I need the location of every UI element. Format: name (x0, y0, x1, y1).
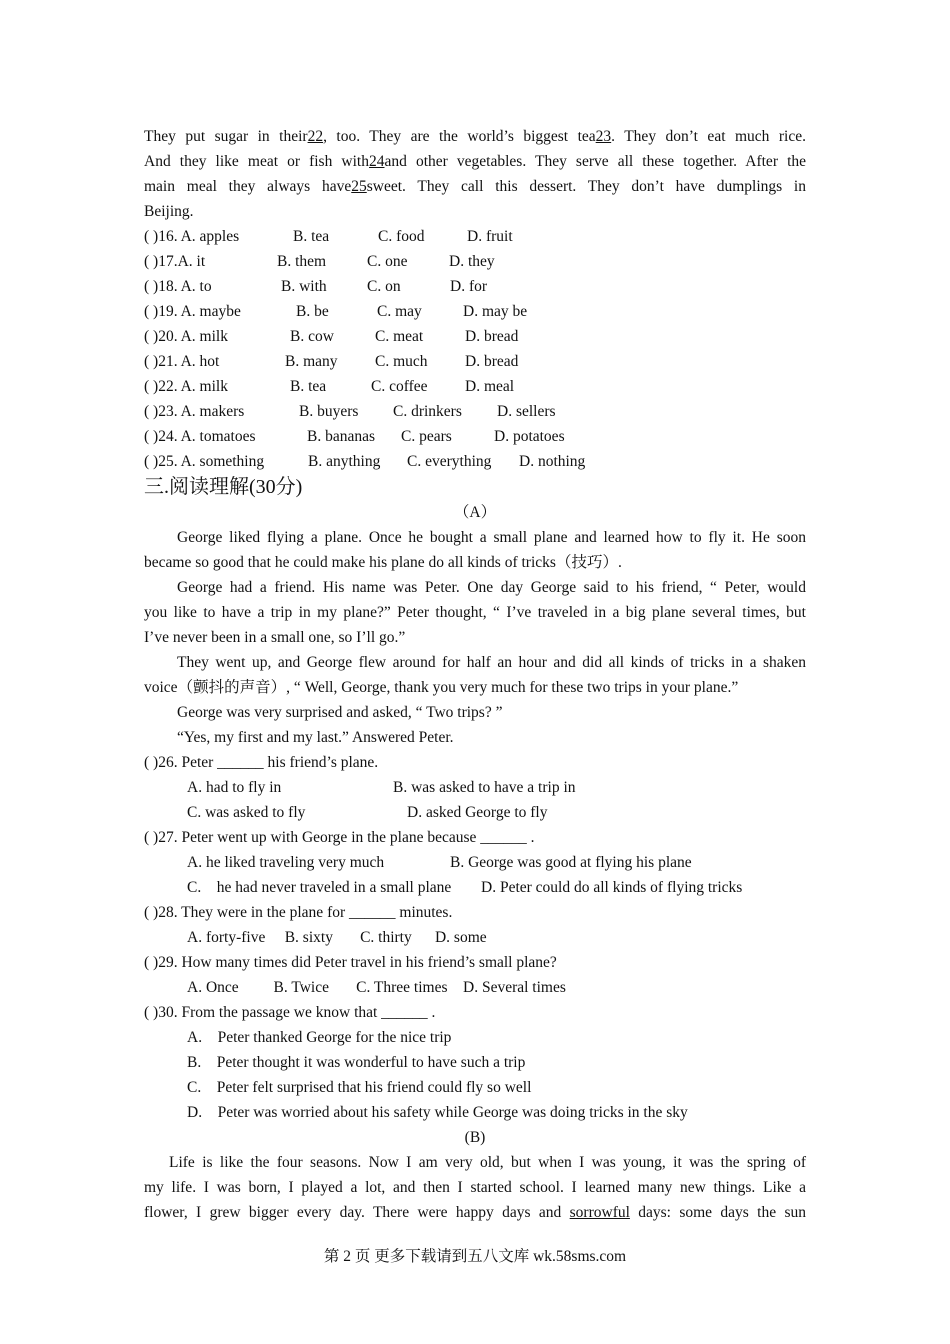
passage-b-line: flower, I grew bigger every day. There were happy days and sorrowful days: some days the sun (144, 1204, 806, 1221)
question-27: ( )27. Peter went up with George in the plane because ______ . (144, 829, 535, 846)
passage-a-line: you like to have a trip in my plane?” Peter thought, “ I’ve traveled in a big plane several times, but (144, 604, 806, 621)
question-30-option-c: C. Peter felt surprised that his friend could fly so well (187, 1079, 532, 1096)
passage-b-line: my life. I was born, I played a lot, and then I started school. I learned many new things. Like a (144, 1179, 806, 1196)
passage-a-line: “Yes, my first and my last.” Answered Peter. (177, 729, 454, 746)
blank-23: 23 (595, 128, 612, 145)
page-footer: 第 2 页 更多下载请到五八文库 wk.58sms.com (323, 1248, 627, 1265)
passage-a-line: I’ve never been in a small one, so I’ll go.” (144, 629, 406, 646)
blank-25: 25 (351, 178, 367, 195)
blank-22: 22 (307, 128, 324, 145)
underlined-word: sorrowful (569, 1204, 630, 1221)
question-28-options: A. forty-five B. sixty C. thirty D. some (187, 929, 487, 946)
question-18: ( )18. A. to B. with C. on D. for (144, 278, 488, 295)
question-19: ( )19. A. maybe B. be C. may D. may be (144, 303, 528, 320)
question-21: ( )21. A. hot B. many C. much D. bread (144, 353, 519, 370)
question-27-options-cd: C. he had never traveled in a small plane D. Peter could do all kinds of flying tricks (187, 879, 743, 896)
question-23: ( )23. A. makers B. buyers C. drinkers D. sellers (144, 403, 556, 420)
document-page (144, 124, 806, 1225)
passage-a-line: They went up, and George flew around for half an hour and did all kinds of tricks in a shaken (177, 654, 806, 671)
passage-a-label: （A） (453, 504, 497, 521)
question-22: ( )22. A. milk B. tea C. coffee D. meal (144, 378, 515, 395)
passage-b-line: Life is like the four seasons. Now I am very old, but when I was young, it was the spring of (169, 1154, 806, 1171)
passage-a-line: George was very surprised and asked, “ Two trips? ” (177, 704, 503, 721)
question-29: ( )29. How many times did Peter travel in his friend’s small plane? (144, 954, 557, 971)
question-24: ( )24. A. tomatoes B. bananas C. pears D. potatoes (144, 428, 565, 445)
question-26: ( )26. Peter ______ his friend’s plane. (144, 754, 379, 771)
cloze-line-2: And they like meat or fish with24and other vegetables. They serve all these together. After the (144, 153, 807, 170)
question-20: ( )20. A. milk B. cow C. meat D. bread (144, 328, 519, 345)
question-26-options-ab: A. had to fly in B. was asked to have a trip in (187, 779, 576, 796)
blank-24: 24 (369, 153, 385, 170)
question-29-options: A. Once B. Twice C. Three times D. Several times (187, 979, 566, 996)
question-27-options-ab: A. he liked traveling very much B. George was good at flying his plane (187, 854, 692, 871)
question-28: ( )28. They were in the plane for ______ minutes. (144, 904, 453, 921)
cloze-line-1: They put sugar in their22, too. They are the world’s biggest tea23. They don’t eat much rice. (144, 128, 806, 145)
question-30-option-b: B. Peter thought it was wonderful to have such a trip (187, 1054, 526, 1071)
question-30: ( )30. From the passage we know that ______ . (144, 1004, 436, 1021)
section-heading: 三.阅读理解(30分) (144, 476, 303, 498)
passage-b-label: (B) (464, 1129, 486, 1146)
question-16: ( )16. A. apples B. tea C. food D. fruit (144, 228, 513, 245)
passage-a-line: voice（颤抖的声音）, “ Well, George, thank you very much for these two trips in your plane.” (144, 679, 739, 696)
passage-a-line: George liked flying a plane. Once he bought a small plane and learned how to fly it. He soon (177, 529, 806, 546)
passage-a-line: George had a friend. His name was Peter. One day George said to his friend, “ Peter, would (177, 579, 806, 596)
question-30-option-a: A. Peter thanked George for the nice trip (187, 1029, 452, 1046)
passage-a-line: became so good that he could make his plane do all kinds of tricks（技巧）. (144, 554, 622, 571)
cloze-line-4: Beijing. (144, 203, 194, 220)
question-17: ( )17.A. it B. them C. one D. they (144, 253, 495, 270)
cloze-line-3: main meal they always have25sweet. They call this dessert. They don’t have dumplings in (144, 178, 806, 195)
question-25: ( )25. A. something B. anything C. everything D. nothing (144, 453, 586, 470)
question-30-option-d: D. Peter was worried about his safety while George was doing tricks in the sky (187, 1104, 688, 1121)
question-26-options-cd: C. was asked to fly D. asked George to fly (187, 804, 548, 821)
